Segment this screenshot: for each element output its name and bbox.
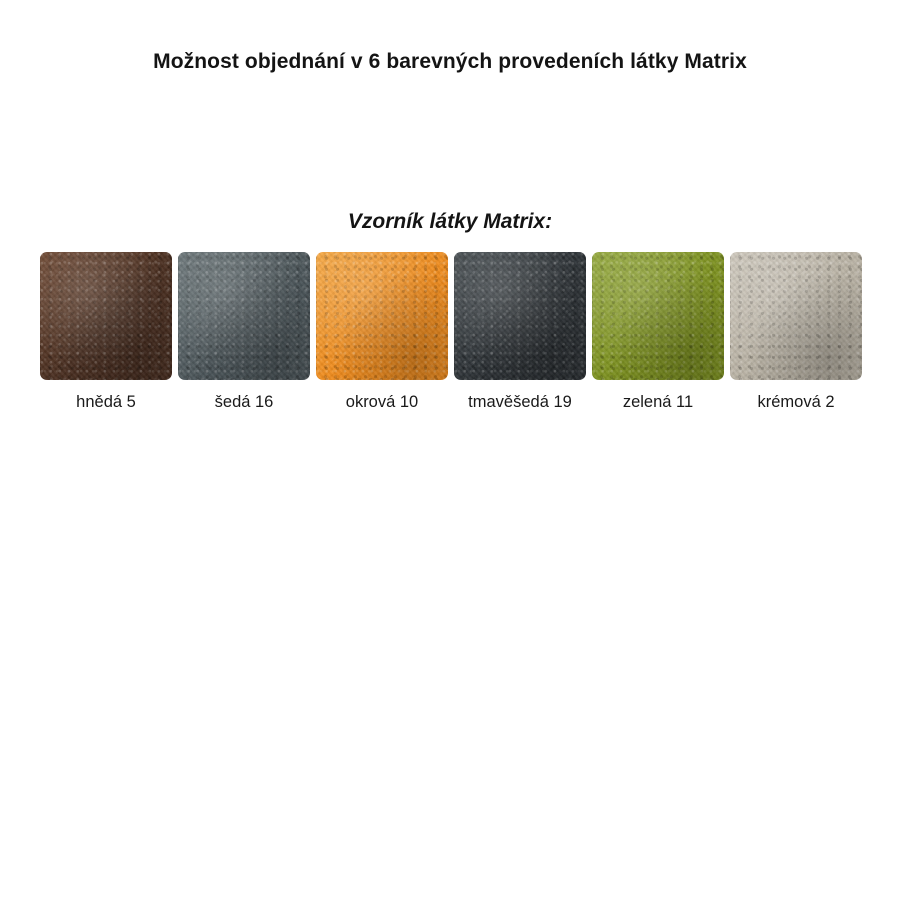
fabric-shading-overlay — [730, 252, 862, 380]
fabric-shading-overlay — [40, 252, 172, 380]
swatch-label: tmavěšedá 19 — [468, 393, 572, 411]
fabric-shading-overlay — [454, 252, 586, 380]
swatch-color-seda-16[interactable] — [178, 252, 310, 380]
swatch-label: zelená 11 — [622, 393, 694, 411]
swatch-label: krémová 2 — [757, 393, 835, 411]
swatch-label: okrová 10 — [345, 393, 419, 411]
swatch-color-zelena-11[interactable] — [592, 252, 724, 380]
swatch-label: hnědá 5 — [76, 393, 136, 411]
swatch-item-kremova-2[interactable] — [730, 252, 862, 412]
swatch-color-tmavaseda-19[interactable] — [454, 252, 586, 380]
swatch-item-hneda-5[interactable] — [40, 252, 172, 412]
swatch-color-hneda-5[interactable] — [40, 252, 172, 380]
section-heading: Vzorník látky Matrix: — [347, 210, 553, 233]
fabric-shading-overlay — [592, 252, 724, 380]
fabric-shading-overlay — [316, 252, 448, 380]
swatch-item-okrova-10[interactable] — [316, 252, 448, 412]
swatch-item-seda-16[interactable] — [178, 252, 310, 412]
swatch-label: šedá 16 — [214, 393, 274, 411]
swatch-color-okrova-10[interactable] — [316, 252, 448, 380]
fabric-shading-overlay — [178, 252, 310, 380]
fabric-swatch-row — [40, 252, 862, 412]
swatch-color-kremova-2[interactable] — [730, 252, 862, 380]
swatch-item-zelena-11[interactable] — [592, 252, 724, 412]
swatch-item-tmavaseda-19[interactable] — [454, 252, 586, 412]
page-title: Možnost objednání v 6 barevných provedeních látky Matrix — [153, 50, 747, 73]
